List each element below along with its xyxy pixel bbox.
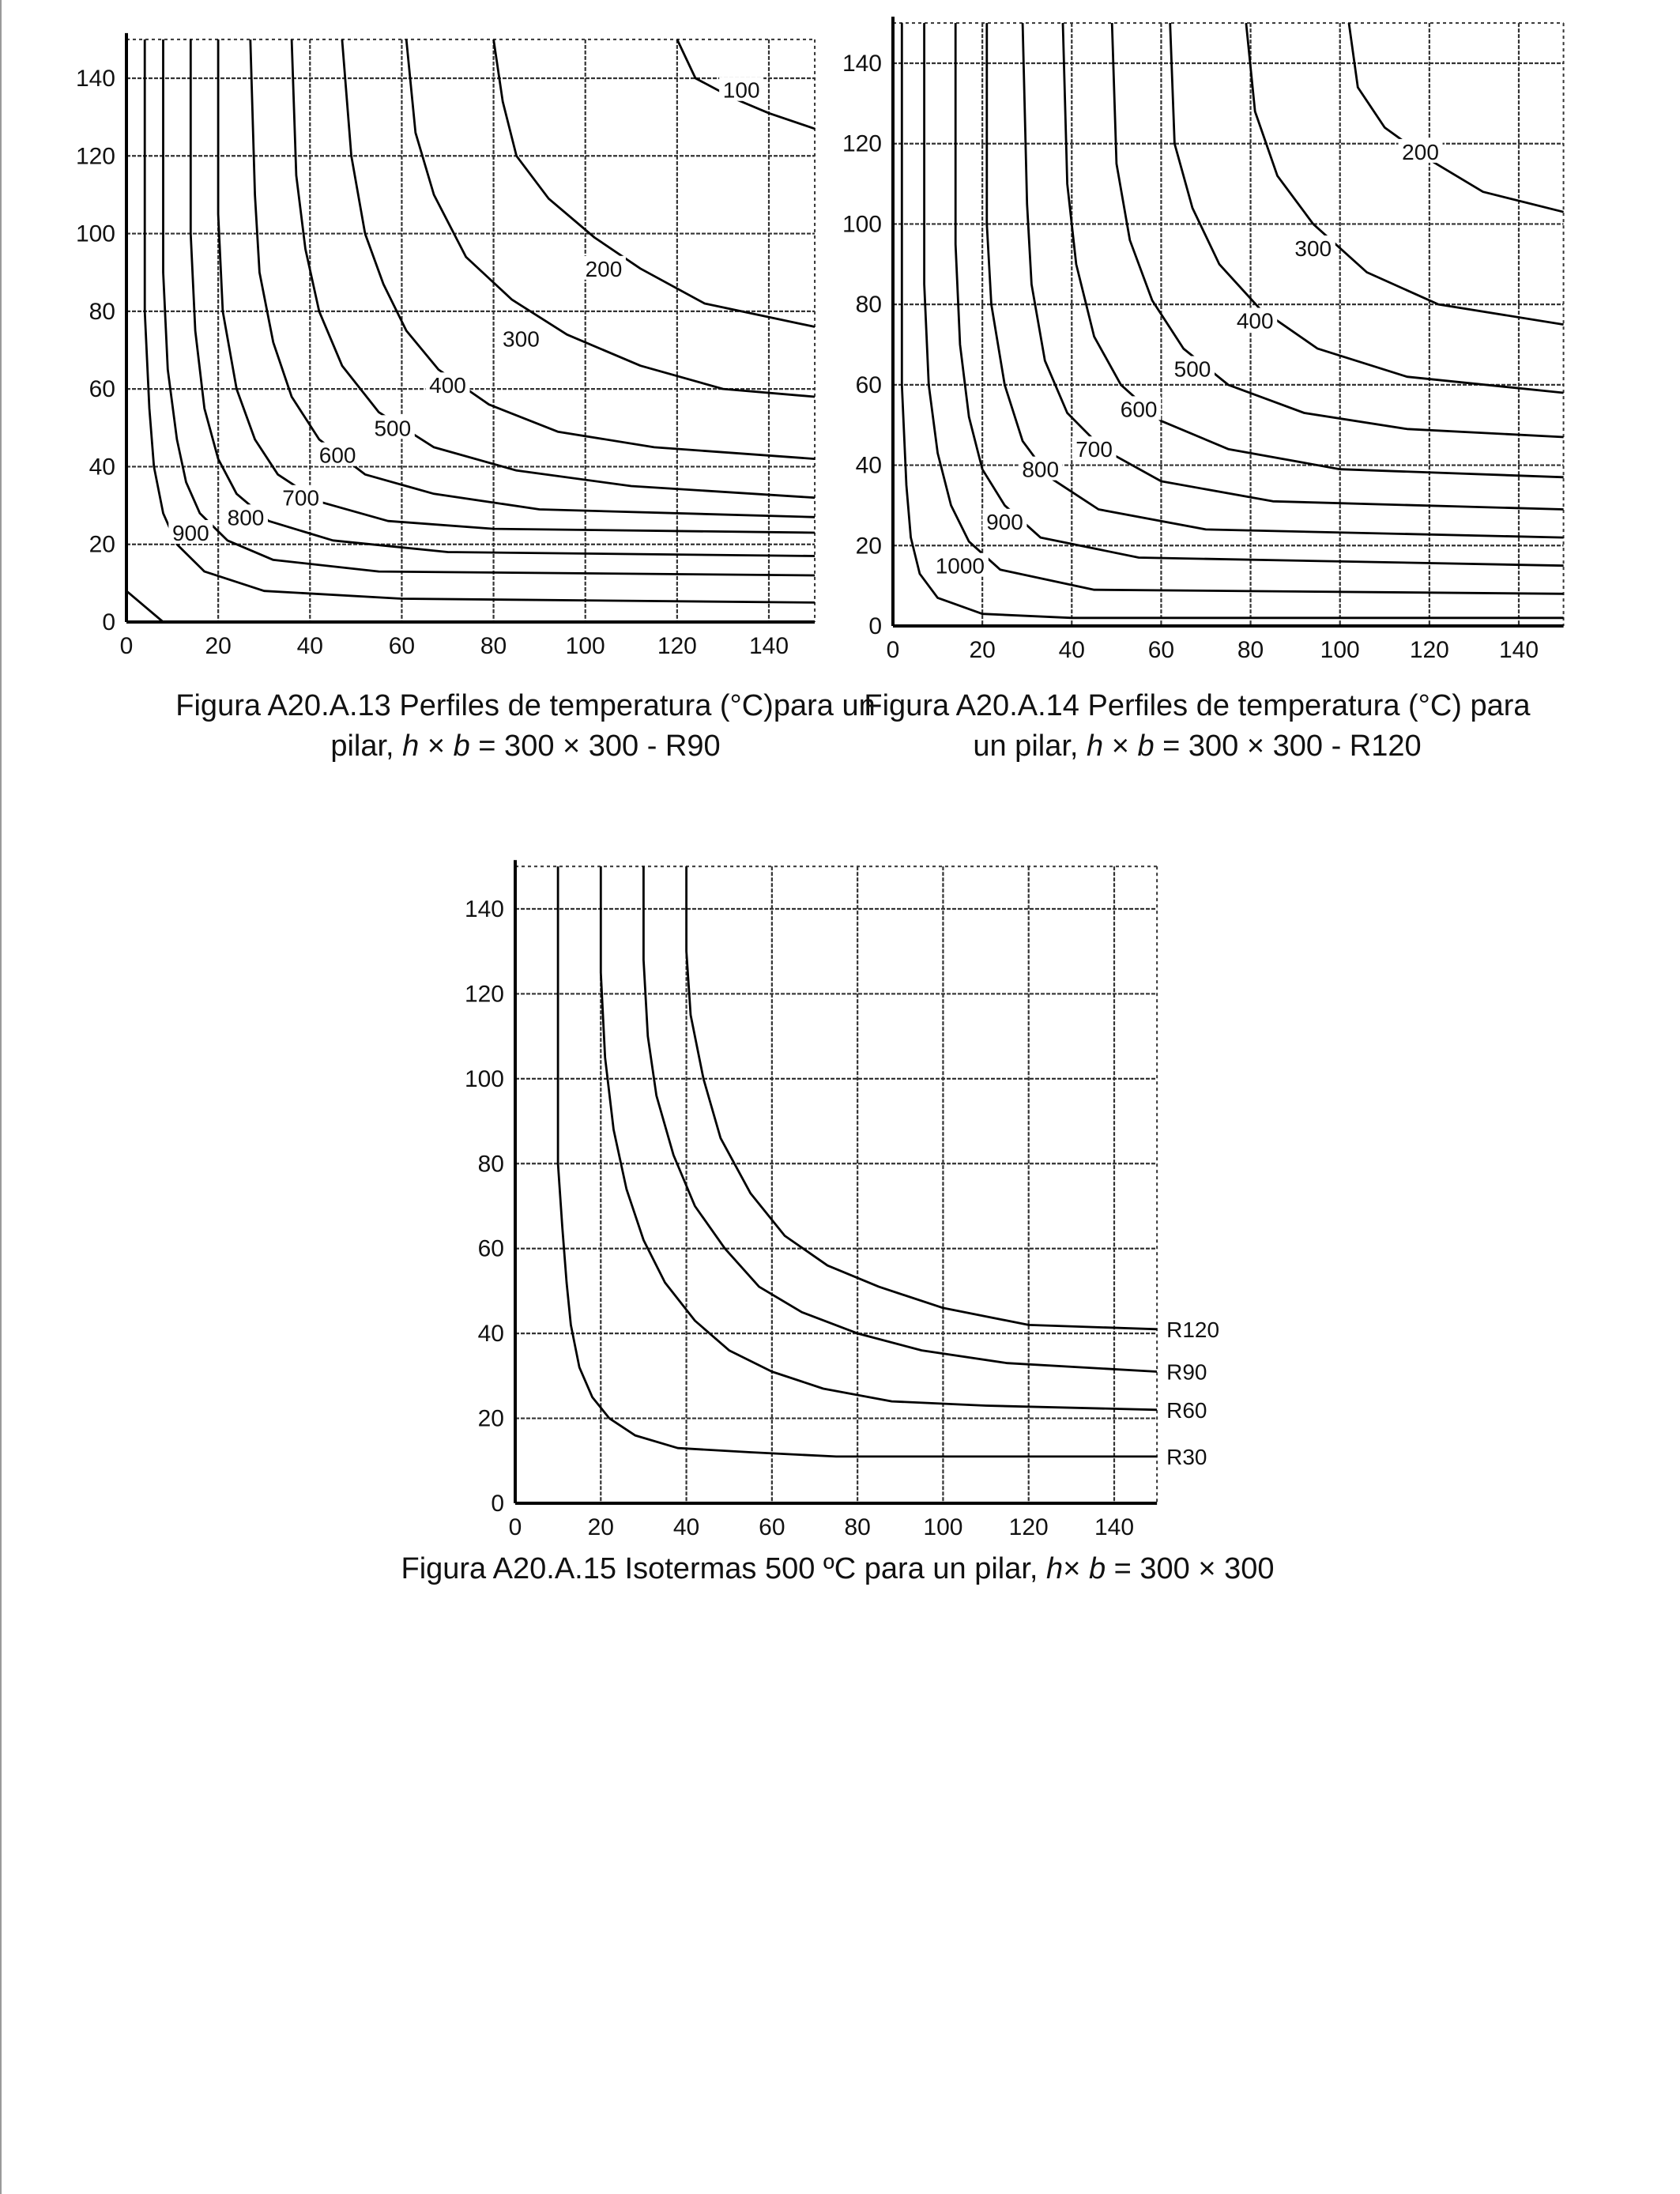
y-tick-label: 60 (477, 1235, 504, 1262)
x-tick-label: 100 (565, 633, 605, 659)
caption-prefix: Figura A20.A.15 Isotermas 500 ºC para un pilar, (401, 1552, 1047, 1585)
contour-label-200: 200 (585, 256, 623, 281)
contour-label-800: 800 (1022, 457, 1060, 482)
x-tick-label: 80 (844, 1514, 871, 1540)
caption-figura-a20-a-15 (253, 1549, 1422, 1589)
caption-figura-a20-a-14 (853, 686, 1541, 767)
x-tick-label: 40 (672, 1514, 700, 1540)
x-tick-label: 20 (205, 633, 232, 659)
contour-label-700: 700 (282, 485, 320, 511)
page-left-edge (0, 0, 2, 2194)
y-tick-label: 0 (868, 613, 882, 639)
y-tick-label: 120 (464, 981, 504, 1008)
x-tick-label: 140 (1498, 637, 1539, 663)
contour-label-900: 900 (171, 520, 209, 545)
contour-label-1000: 1000 (935, 553, 985, 579)
caption-prefix: Figura A20.A.14 Perfiles de temperatura (°C) para un pilar, (864, 689, 1531, 763)
y-tick-label: 20 (89, 531, 115, 558)
series-label-r30: R30 (1166, 1444, 1207, 1469)
series-line-900 (955, 23, 1563, 566)
series-line-200 (494, 40, 816, 327)
y-tick-label: 20 (855, 533, 882, 560)
y-tick-label: 0 (491, 1491, 504, 1517)
caption-b: b (453, 729, 470, 763)
caption-b: b (1137, 729, 1155, 763)
x-tick-label: 100 (923, 1514, 963, 1540)
caption-figura-a20-a-13 (174, 686, 877, 767)
contour-label-400: 400 (429, 373, 466, 398)
series-line-200 (1349, 23, 1564, 212)
series-label-r90: R90 (1166, 1359, 1207, 1385)
series-line-700 (218, 40, 815, 533)
y-tick-label: 0 (102, 609, 115, 635)
series-line-edge (126, 591, 164, 622)
contour-label-400: 400 (1236, 308, 1274, 334)
y-tick-label: 120 (75, 143, 115, 170)
y-tick-label: 140 (842, 51, 882, 77)
caption-h: h (1087, 729, 1104, 763)
y-tick-label: 60 (89, 376, 115, 403)
caption-b: b (1088, 1552, 1106, 1585)
y-tick-label: 80 (855, 292, 882, 319)
x-tick-label: 60 (388, 633, 416, 659)
contour-label-500: 500 (374, 416, 412, 441)
y-tick-label: 60 (855, 371, 882, 398)
y-tick-label: 100 (842, 211, 882, 238)
contour-label-600: 600 (318, 443, 356, 468)
series-label-r120: R120 (1166, 1317, 1220, 1342)
x-tick-label: 0 (886, 637, 900, 663)
y-tick-label: 40 (477, 1321, 504, 1348)
y-tick-label: 100 (75, 221, 115, 247)
x-tick-label: 60 (759, 1514, 785, 1540)
x-tick-label: 80 (1237, 637, 1264, 663)
contour-label-300: 300 (1294, 236, 1332, 261)
series-line-900 (164, 40, 816, 575)
chart-isotherms-500 (443, 838, 1233, 1549)
series-line-800 (987, 23, 1564, 537)
y-tick-label: 80 (89, 298, 115, 325)
x-tick-label: 100 (1320, 637, 1360, 663)
y-tick-label: 120 (842, 130, 882, 157)
x-tick-label: 120 (657, 633, 697, 659)
x-tick-label: 60 (1147, 637, 1175, 663)
grid (126, 40, 815, 622)
series-line-r90 (643, 866, 1157, 1371)
contour-label-500: 500 (1173, 356, 1211, 382)
contour-label-700: 700 (1075, 437, 1113, 462)
x-tick-label: 40 (296, 633, 323, 659)
series-line-700 (1023, 23, 1564, 509)
caption-prefix: Figura A20.A.13 Perfiles de temperatura (°C)para un pilar, (175, 689, 876, 763)
x-tick-label: 20 (587, 1514, 614, 1540)
x-tick-label: 140 (748, 633, 789, 659)
caption-times: × (1063, 1552, 1089, 1585)
series-label-r60: R60 (1166, 1397, 1207, 1423)
series-line-r120 (687, 866, 1158, 1329)
x-tick-label: 80 (480, 633, 507, 659)
caption-h: h (1046, 1552, 1064, 1585)
x-tick-label: 40 (1058, 637, 1085, 663)
chart-temperature-profiles-r120 (830, 0, 1680, 696)
x-tick-label: 20 (969, 637, 996, 663)
y-tick-label: 100 (464, 1065, 504, 1092)
y-tick-label: 80 (477, 1151, 504, 1178)
series-line-400 (1170, 23, 1564, 393)
contour-label-200: 200 (1402, 139, 1439, 164)
caption-suffix: = 300 × 300 - R120 (1154, 729, 1422, 763)
caption-h: h (402, 729, 420, 763)
x-tick-label: 120 (1409, 637, 1449, 663)
contour-label-600: 600 (1120, 397, 1158, 422)
y-tick-label: 40 (855, 452, 882, 479)
y-tick-label: 140 (464, 896, 504, 922)
contour-label-800: 800 (227, 505, 265, 530)
y-tick-label: 140 (75, 66, 115, 92)
x-tick-label: 140 (1094, 1514, 1135, 1540)
series-line-r60 (601, 866, 1157, 1410)
series-line-300 (1246, 23, 1564, 325)
contour-label-300: 300 (503, 326, 540, 352)
caption-times: × (1103, 729, 1138, 763)
chart-temperature-profiles-r90 (75, 16, 830, 696)
contour-label-100: 100 (722, 77, 760, 103)
caption-times: × (419, 729, 454, 763)
x-tick-label: 120 (1008, 1514, 1049, 1540)
x-tick-label: 0 (508, 1514, 522, 1540)
y-tick-label: 20 (477, 1405, 504, 1432)
caption-suffix: = 300 × 300 - R90 (469, 729, 721, 763)
caption-suffix: = 300 × 300 (1106, 1552, 1275, 1585)
contour-label-900: 900 (986, 509, 1023, 534)
y-tick-label: 40 (89, 454, 115, 481)
x-tick-label: 0 (119, 633, 134, 659)
